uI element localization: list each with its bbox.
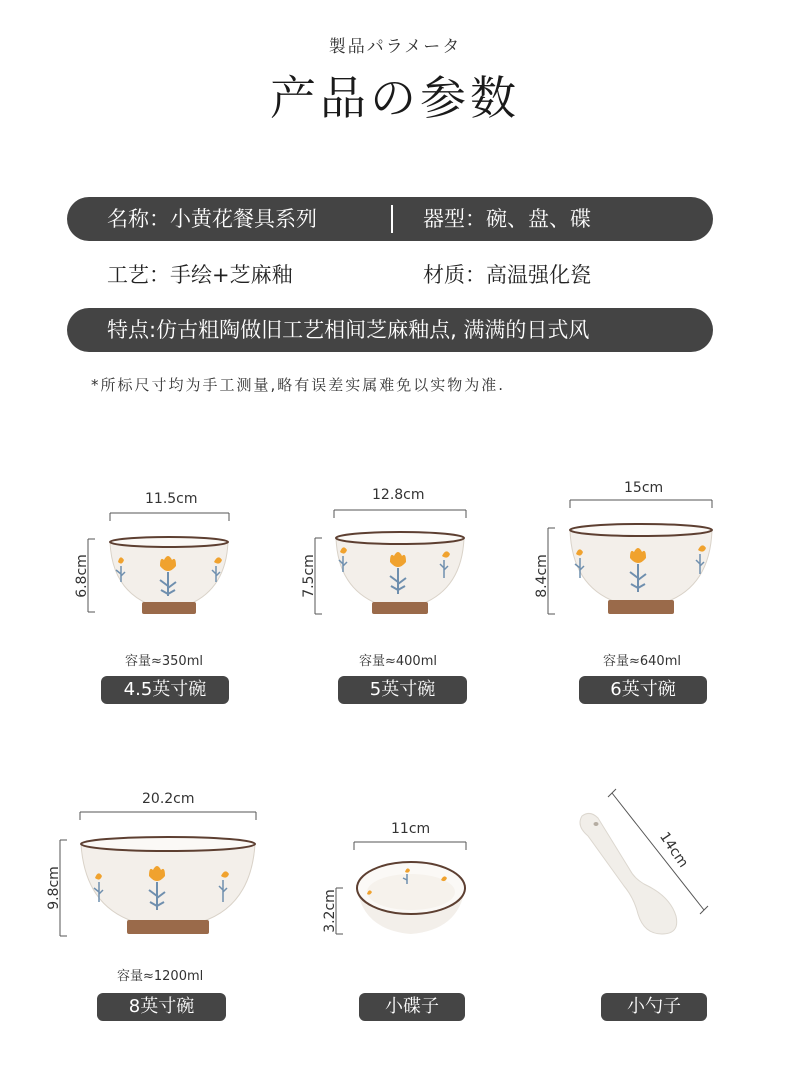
- page-title: 产品の参数: [270, 71, 520, 125]
- width-label: 12.8cm: [372, 487, 425, 503]
- spec-material: 材质：高温强化瓷: [423, 263, 591, 287]
- measurement-note: *所标尺寸均为手工测量,略有误差实属难免以实物为准.: [91, 376, 506, 394]
- height-label: 8.4cm: [533, 554, 550, 598]
- height-label: 9.8cm: [45, 866, 62, 910]
- capacity-label: 容量≈350ml: [125, 654, 203, 669]
- capacity-label: 容量≈640ml: [603, 654, 681, 669]
- bowl-6-illustration: [568, 522, 714, 616]
- spec-type: 器型：碗、盘、碟: [423, 207, 591, 231]
- width-label: 15cm: [624, 480, 664, 496]
- bowl-5-illustration: [334, 530, 466, 616]
- dish-illustration: [355, 858, 467, 938]
- product-label-dish: 小碟子: [359, 993, 465, 1021]
- width-label: 11cm: [391, 821, 431, 837]
- product-label-8-bowl: 8英寸碗: [97, 993, 226, 1021]
- spec-name: 名称：小黄花餐具系列: [107, 207, 317, 231]
- page-subtitle: 製品パラメータ: [328, 37, 462, 57]
- product-label-4-5-bowl: 4.5英寸碗: [101, 676, 229, 704]
- bowl-4-5-illustration: [108, 536, 230, 616]
- product-label-5-bowl: 5英寸碗: [338, 676, 467, 704]
- product-label-6-bowl: 6英寸碗: [579, 676, 707, 704]
- length-label: 14cm: [655, 829, 692, 871]
- width-label: 20.2cm: [142, 791, 195, 807]
- height-label: 3.2cm: [321, 889, 338, 933]
- width-label: 11.5cm: [145, 491, 198, 507]
- bowl-8-illustration: [79, 834, 257, 938]
- spec-feature: 特点:仿古粗陶做旧工艺相间芝麻釉点, 满满的日式风: [107, 318, 590, 342]
- height-label: 6.8cm: [73, 554, 90, 598]
- product-label-spoon: 小勺子: [601, 993, 707, 1021]
- capacity-label: 容量≈1200ml: [117, 969, 204, 984]
- spec-craft: 工艺：手绘+芝麻釉: [107, 263, 293, 287]
- height-label: 7.5cm: [300, 554, 317, 598]
- capacity-label: 容量≈400ml: [359, 654, 437, 669]
